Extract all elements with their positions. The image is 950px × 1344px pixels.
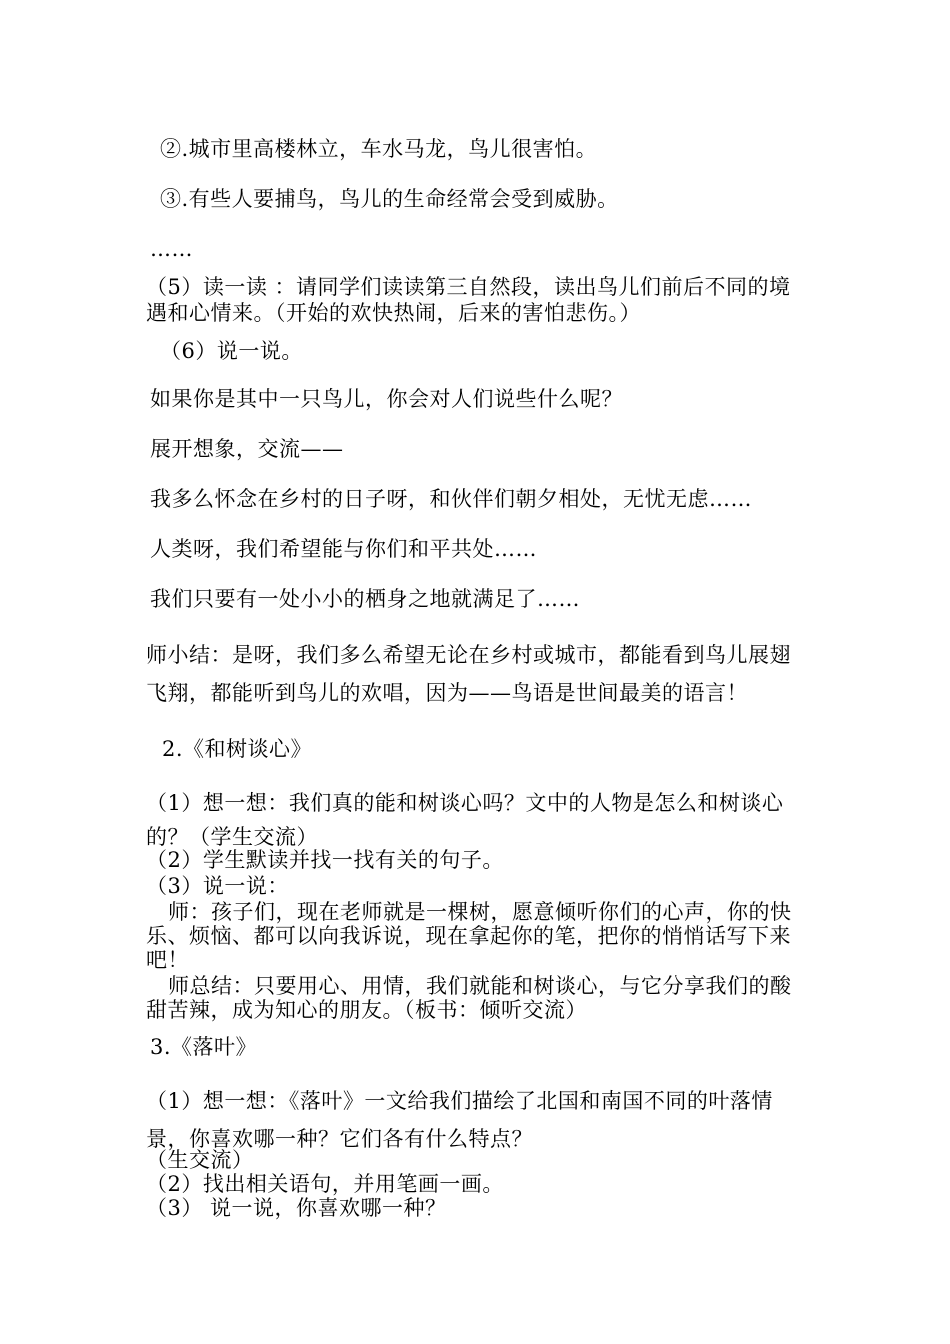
line-ellipsis: …… bbox=[150, 237, 193, 261]
line-miss-village: 我多么怀念在乡村的日子呀，和伙伴们朝夕相处，无忧无虑…… bbox=[150, 487, 752, 511]
line-leaves-think: （1）想一想：《落叶》一文给我们描绘了北国和南国不同的叶落情景，你喜欢哪一种？它们各有什么特点？ bbox=[146, 1089, 773, 1151]
line-small-shelter: 我们只要有一处小小的栖身之地就满足了…… bbox=[150, 587, 580, 611]
section-heading-leaves: 3.《落叶》 bbox=[150, 1035, 258, 1059]
line-bird-threat: ③.有些人要捕鸟，鸟儿的生命经常会受到威胁。 bbox=[160, 187, 619, 211]
line-tree-say: （3）说一说： bbox=[146, 874, 289, 898]
line-teacher-summary: 师小结：是呀，我们多么希望无论在乡村或城市，都能看到鸟儿展翅飞翔，都能听到鸟儿的欢唱，因为——鸟语是世间最美的语言！ bbox=[146, 643, 791, 705]
line-leaves-exchange: （生交流） bbox=[146, 1148, 254, 1172]
line-live-peacefully: 人类呀，我们希望能与你们和平共处…… bbox=[150, 537, 537, 561]
line-read-paragraph: （5）读一读 ：请同学们读读第三自然段，读出鸟儿们前后不同的境遇和心情来。（开始的欢快热闹，后来的害怕悲伤。） bbox=[146, 275, 791, 325]
line-bird-city: ②.城市里高楼林立，车水马龙，鸟儿很害怕。 bbox=[160, 137, 598, 161]
line-say-heading: （6）说一说。 bbox=[160, 339, 303, 363]
line-tree-teacher: 师：孩子们，现在老师就是一棵树，愿意倾听你们的心声，你的快乐、烦恼、都可以向我诉说，现在拿起你的笔，把你的悄悄话写下来吧！ bbox=[146, 900, 792, 972]
line-tree-silent-read: （2）学生默读并找一找有关的句子。 bbox=[146, 848, 504, 872]
line-tree-summary: 师总结：只要用心、用情，我们就能和树谈心，与它分享我们的酸甜苦辣，成为知心的朋友。（板书：倾听交流） bbox=[146, 974, 792, 1022]
line-tree-think: （1）想一想：我们真的能和树谈心吗？文中的人物是怎么和树谈心的？（学生交流） bbox=[146, 791, 784, 849]
line-if-you-were-bird: 如果你是其中一只鸟儿，你会对人们说些什么呢？ bbox=[150, 387, 623, 411]
section-heading-tree: 2.《和树谈心》 bbox=[162, 737, 313, 761]
line-leaves-say: （3） 说一说，你喜欢哪一种？ bbox=[146, 1196, 447, 1220]
line-imagine: 展开想象，交流—— bbox=[150, 437, 344, 461]
line-leaves-find: （2）找出相关语句，并用笔画一画。 bbox=[146, 1172, 504, 1196]
